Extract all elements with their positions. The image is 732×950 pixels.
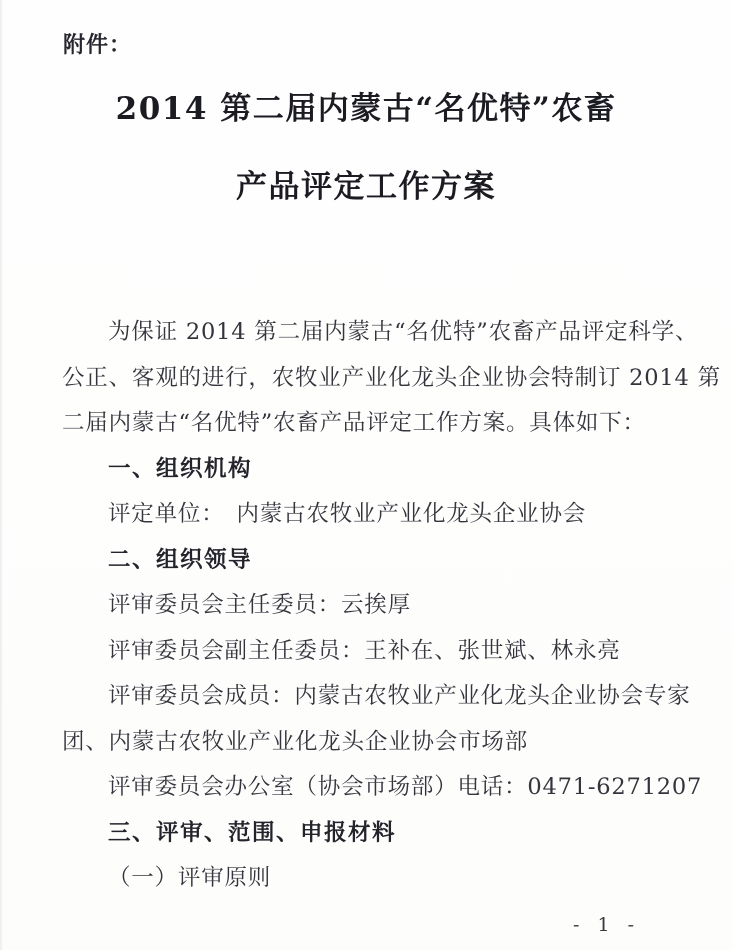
text-line: 为保证 2014 第二届内蒙古“名优特”农畜产品评定科学、 xyxy=(108,319,699,345)
attachment-label: 附件： xyxy=(63,33,133,58)
text-line: 团、内蒙古农牧业产业化龙头企业协会市场部 xyxy=(62,728,529,755)
document-body xyxy=(62,310,721,902)
section-heading: 三、评审、范围、申报材料 xyxy=(108,819,397,846)
text-line: 评审委员会成员：内蒙古农牧业产业化龙头企业协会专家 xyxy=(108,683,691,709)
section-heading: 二、组织领导 xyxy=(108,546,253,573)
page-number: - 1 - xyxy=(572,914,640,936)
text-line: 二届内蒙古“名优特”农畜产品评定工作方案。具体如下： xyxy=(62,410,646,436)
text-line: 评定单位： 内蒙古农牧业产业化龙头企业协会 xyxy=(108,501,587,527)
text-line: 公正、客观的进行，农牧业产业化龙头企业协会特制订 2014 第 xyxy=(62,364,721,391)
text-line: （一）评审原则 xyxy=(108,865,272,891)
document-title-line2: 产品评定工作方案 xyxy=(236,169,496,205)
text-line: 评审委员会主任委员：云挨厚 xyxy=(108,592,411,618)
document-title-line1: 2014 第二届内蒙古“名优特”农畜 xyxy=(115,91,617,127)
text-line: 评审委员会办公室（协会市场部）电话：0471-6271207 xyxy=(108,774,703,800)
text-line: 评审委员会副主任委员：王补在、张世斌、林永亮 xyxy=(108,637,621,664)
section-heading: 一、组织机构 xyxy=(108,455,253,482)
